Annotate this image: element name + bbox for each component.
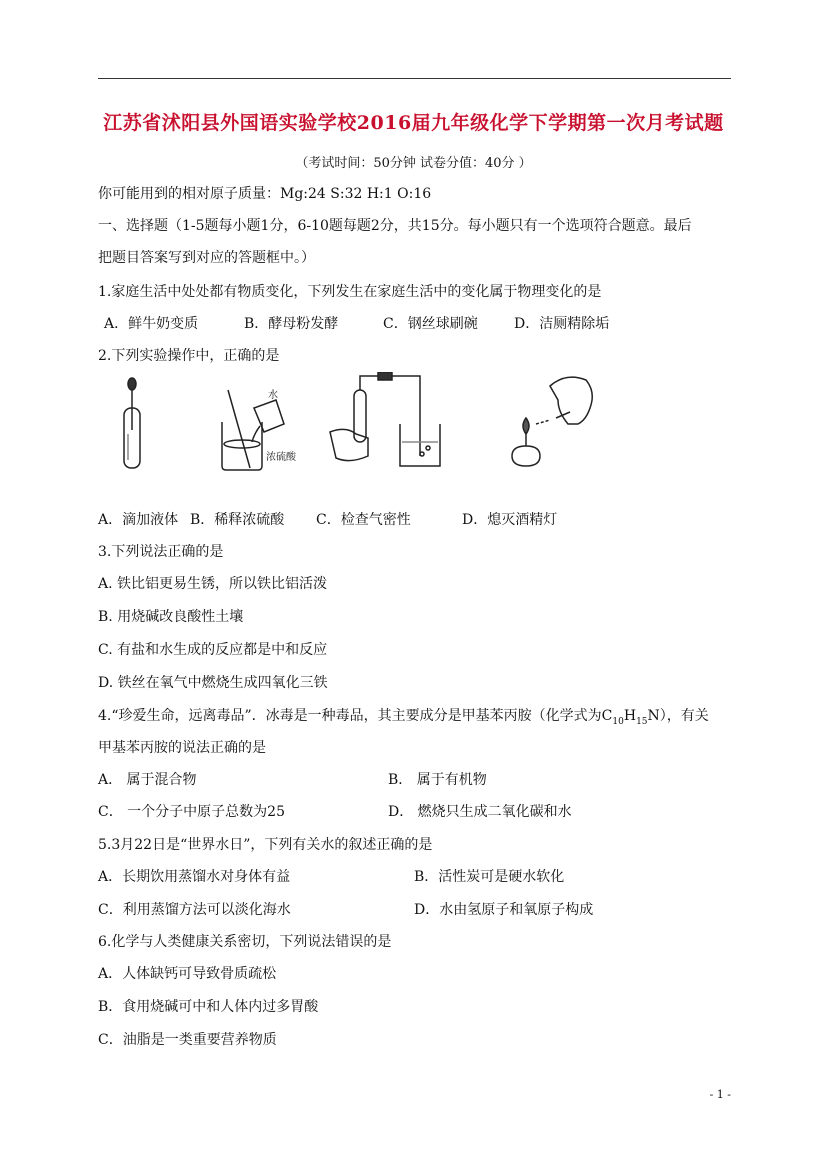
q1-option-b: B．酵母粉发酵 bbox=[244, 316, 339, 332]
page-title: 江苏省沭阳县外国语实验学校2016届九年级化学下学期第一次月考试题 bbox=[103, 112, 724, 134]
q4-stem-line2: 甲基苯丙胺的说法正确的是 bbox=[98, 740, 266, 756]
q5-option-d: D．水由氢原子和氧原子构成 bbox=[414, 902, 594, 918]
q2-stem: 2.下列实验操作中，正确的是 bbox=[98, 348, 280, 364]
q5-stem: 5.3月22日是“世界水日”，下列有关水的叙述正确的是 bbox=[98, 837, 433, 853]
q6-option-a: A．人体缺钙可导致骨质疏松 bbox=[98, 966, 277, 982]
q1-option-c: C．钢丝球刷碗 bbox=[383, 316, 478, 332]
q6-stem: 6.化学与人类健康关系密切，下列说法错误的是 bbox=[98, 934, 392, 950]
q3-option-c: C. 有盐和水生成的反应都是中和反应 bbox=[98, 642, 328, 658]
q2-option-d: D．熄灭酒精灯 bbox=[462, 512, 558, 528]
q5-option-a: A．长期饮用蒸馏水对身体有益 bbox=[98, 869, 291, 885]
q2-option-a: A．滴加液体 bbox=[98, 512, 179, 528]
q4-option-d: D． 燃烧只生成二氧化碳和水 bbox=[388, 804, 572, 820]
dropper-tube-illustration bbox=[124, 378, 140, 468]
q3-option-a: A. 铁比铝更易生锈，所以铁比铝活泼 bbox=[98, 576, 328, 592]
q4-option-c: C． 一个分子中原子总数为25 bbox=[98, 804, 285, 820]
q1-option-a: A．鲜牛奶变质 bbox=[104, 316, 199, 332]
q2-option-b: B．稀释浓硫酸 bbox=[190, 512, 285, 528]
q2-experiment-figure bbox=[110, 372, 630, 480]
blowing-out-lamp-illustration bbox=[512, 377, 592, 466]
q6-option-c: C．油脂是一类重要营养物质 bbox=[98, 1032, 277, 1048]
q5-option-c: C．利用蒸馏方法可以淡化海水 bbox=[98, 902, 291, 918]
q4-stem-line1: 4.“珍爱生命，远离毒品”．冰毒是一种毒品，其主要成分是甲基苯丙胺（化学式为$C_{10}H_{15}N$），有关 bbox=[98, 708, 709, 727]
q4-option-a: A． 属于混合物 bbox=[98, 772, 197, 788]
q1-stem: 1.家庭生活中处处都有物质变化，下列发生在家庭生活中的变化属于物理变化的是 bbox=[98, 284, 602, 300]
section-heading-line1: 一、选择题（1-5题每小题1分，6-10题每题2分，共15分。每小题只有一个选项符合题意。最后 bbox=[98, 218, 692, 234]
section-heading-line2: 把题目答案写到对应的答题框中。） bbox=[98, 250, 315, 266]
exam-info: （考试时间：50分钟 试卷分值：40分 ） bbox=[295, 156, 532, 171]
atomic-masses: 你可能用到的相对原子质量：Mg:24 S:32 H:1 O:16 bbox=[98, 186, 432, 202]
q5-option-b: B．活性炭可是硬水软化 bbox=[414, 869, 565, 885]
q3-stem: 3.下列说法正确的是 bbox=[98, 544, 224, 560]
airtight-check-illustration bbox=[330, 372, 440, 466]
water-label: 水 bbox=[268, 390, 278, 401]
q2-option-c: C．检查气密性 bbox=[316, 512, 411, 528]
page-number: - 1 - bbox=[709, 1088, 731, 1101]
q3-option-b: B. 用烧碱改良酸性土壤 bbox=[98, 609, 244, 625]
q6-option-b: B．食用烧碱可中和人体内过多胃酸 bbox=[98, 999, 319, 1015]
header-rule bbox=[98, 78, 731, 79]
q3-option-d: D. 铁丝在氧气中燃烧生成四氧化三铁 bbox=[98, 675, 328, 691]
acid-label: 浓硫酸 bbox=[266, 452, 296, 463]
q4-option-b: B． 属于有机物 bbox=[388, 772, 487, 788]
q1-option-d: D．洁厕精除垢 bbox=[514, 316, 610, 332]
